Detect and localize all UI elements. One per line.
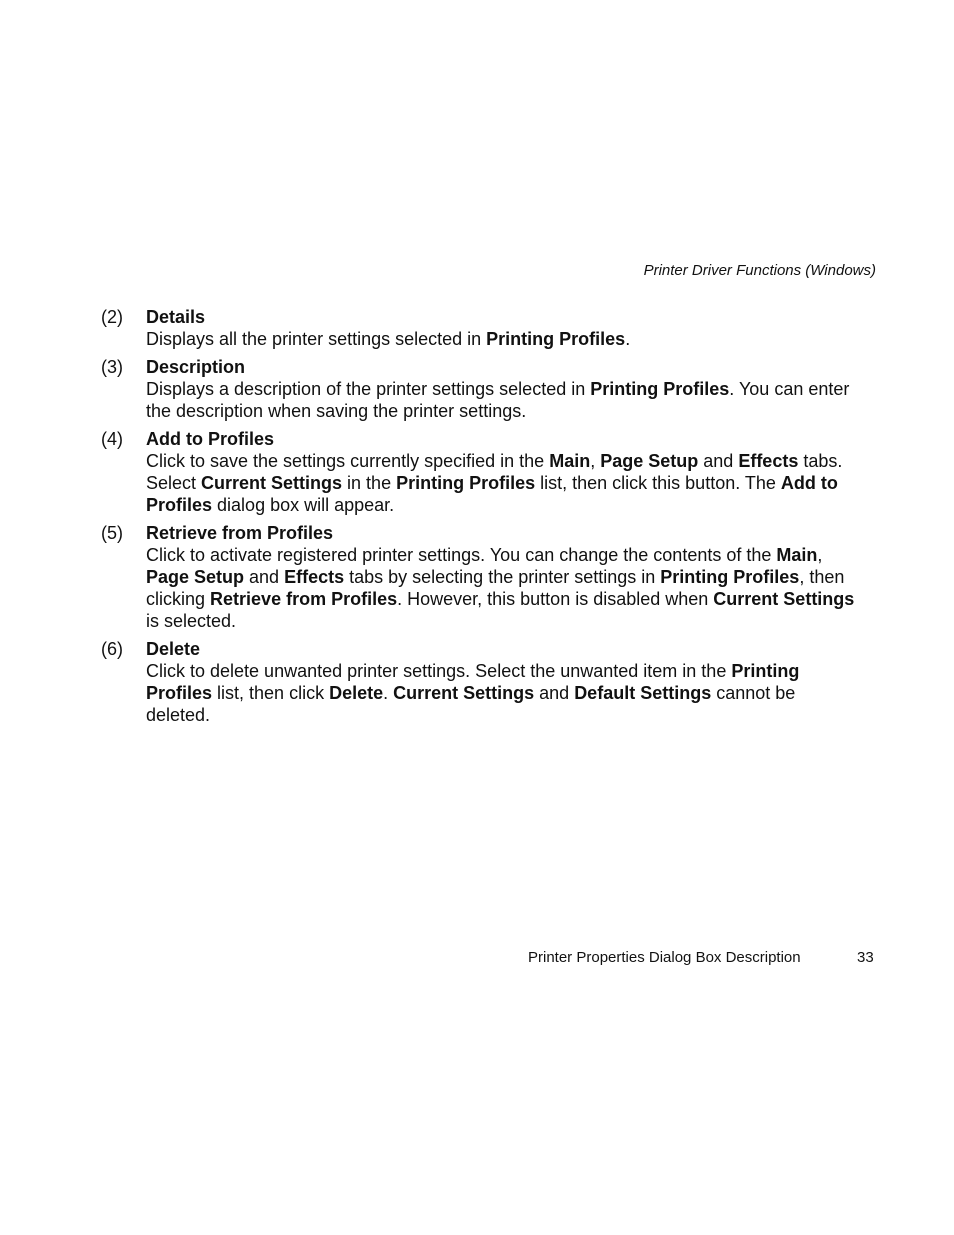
item-content [146,356,861,422]
description-text: . However, this button is disabled when [397,589,714,609]
page-number: 33 [857,949,874,966]
item-number: (6) [101,639,123,659]
ui-term: Add to Profiles [146,473,838,515]
ui-term: Retrieve from Profiles [210,589,398,609]
description-text: Displays a description of the printer settings selected in [146,379,591,399]
description-text: list, then click [212,683,330,703]
description-text: , then clicking [146,567,845,609]
ui-term: Effects [284,567,345,587]
ui-term: Page Setup [600,451,699,471]
description-text: dialog box will appear. [212,495,395,515]
footer-title: Printer Properties Dialog Box Description [528,949,801,966]
ui-term: Page Setup [146,567,245,587]
list-item [101,522,861,632]
list-item [101,356,861,422]
description-text: in the [342,473,397,493]
ui-term: Main [549,451,591,471]
item-description [146,660,861,726]
description-text: is selected. [146,611,237,631]
description-text: . [625,329,631,349]
ui-term: Current Settings [201,473,343,493]
description-text: , [590,451,601,471]
ui-term: Main [776,545,818,565]
list-item [101,428,861,516]
description-text: Click to delete unwanted printer settings. Select the unwanted item in the [146,661,732,681]
item-description [146,544,861,632]
item-content [146,428,861,516]
description-text: cannot be deleted. [146,683,796,725]
item-content [146,306,861,350]
ui-term: Printing Profiles [486,329,626,349]
item-number: (3) [101,357,123,377]
ui-term: Printing Profiles [660,567,800,587]
ui-term: Delete [329,683,384,703]
item-description [146,378,861,422]
item-title: Description [146,357,246,377]
description-text: and [698,451,739,471]
ui-term: Printing Profiles [590,379,730,399]
item-title: Details [146,307,206,327]
item-list [101,306,861,732]
description-text: list, then click this button. The [535,473,781,493]
item-number: (4) [101,429,123,449]
item-description [146,328,861,350]
description-text: . You can enter the description when saving the printer settings. [146,379,850,421]
description-text: and [244,567,285,587]
ui-term: Current Settings [713,589,855,609]
item-content [146,638,861,726]
ui-term: Effects [738,451,799,471]
list-item [101,306,861,350]
item-description [146,450,861,516]
list-item [101,638,861,726]
description-text: . [383,683,394,703]
description-text: Displays all the printer settings selected in [146,329,487,349]
item-number: (5) [101,523,123,543]
description-text: tabs by selecting the printer settings in [344,567,661,587]
ui-term: Current Settings [393,683,535,703]
item-title: Add to Profiles [146,429,275,449]
description-text: , [817,545,823,565]
item-title: Delete [146,639,201,659]
ui-term: Default Settings [574,683,712,703]
item-number: (2) [101,307,123,327]
item-content [146,522,861,632]
running-header: Printer Driver Functions (Windows) [643,262,876,279]
description-text: tabs. Select [146,451,843,493]
ui-term: Printing Profiles [396,473,536,493]
description-text: Click to activate registered printer settings. You can change the contents of the [146,545,777,565]
description-text: Click to save the settings currently specified in the [146,451,550,471]
description-text: and [534,683,575,703]
item-title: Retrieve from Profiles [146,523,334,543]
ui-term: Printing Profiles [146,661,800,703]
